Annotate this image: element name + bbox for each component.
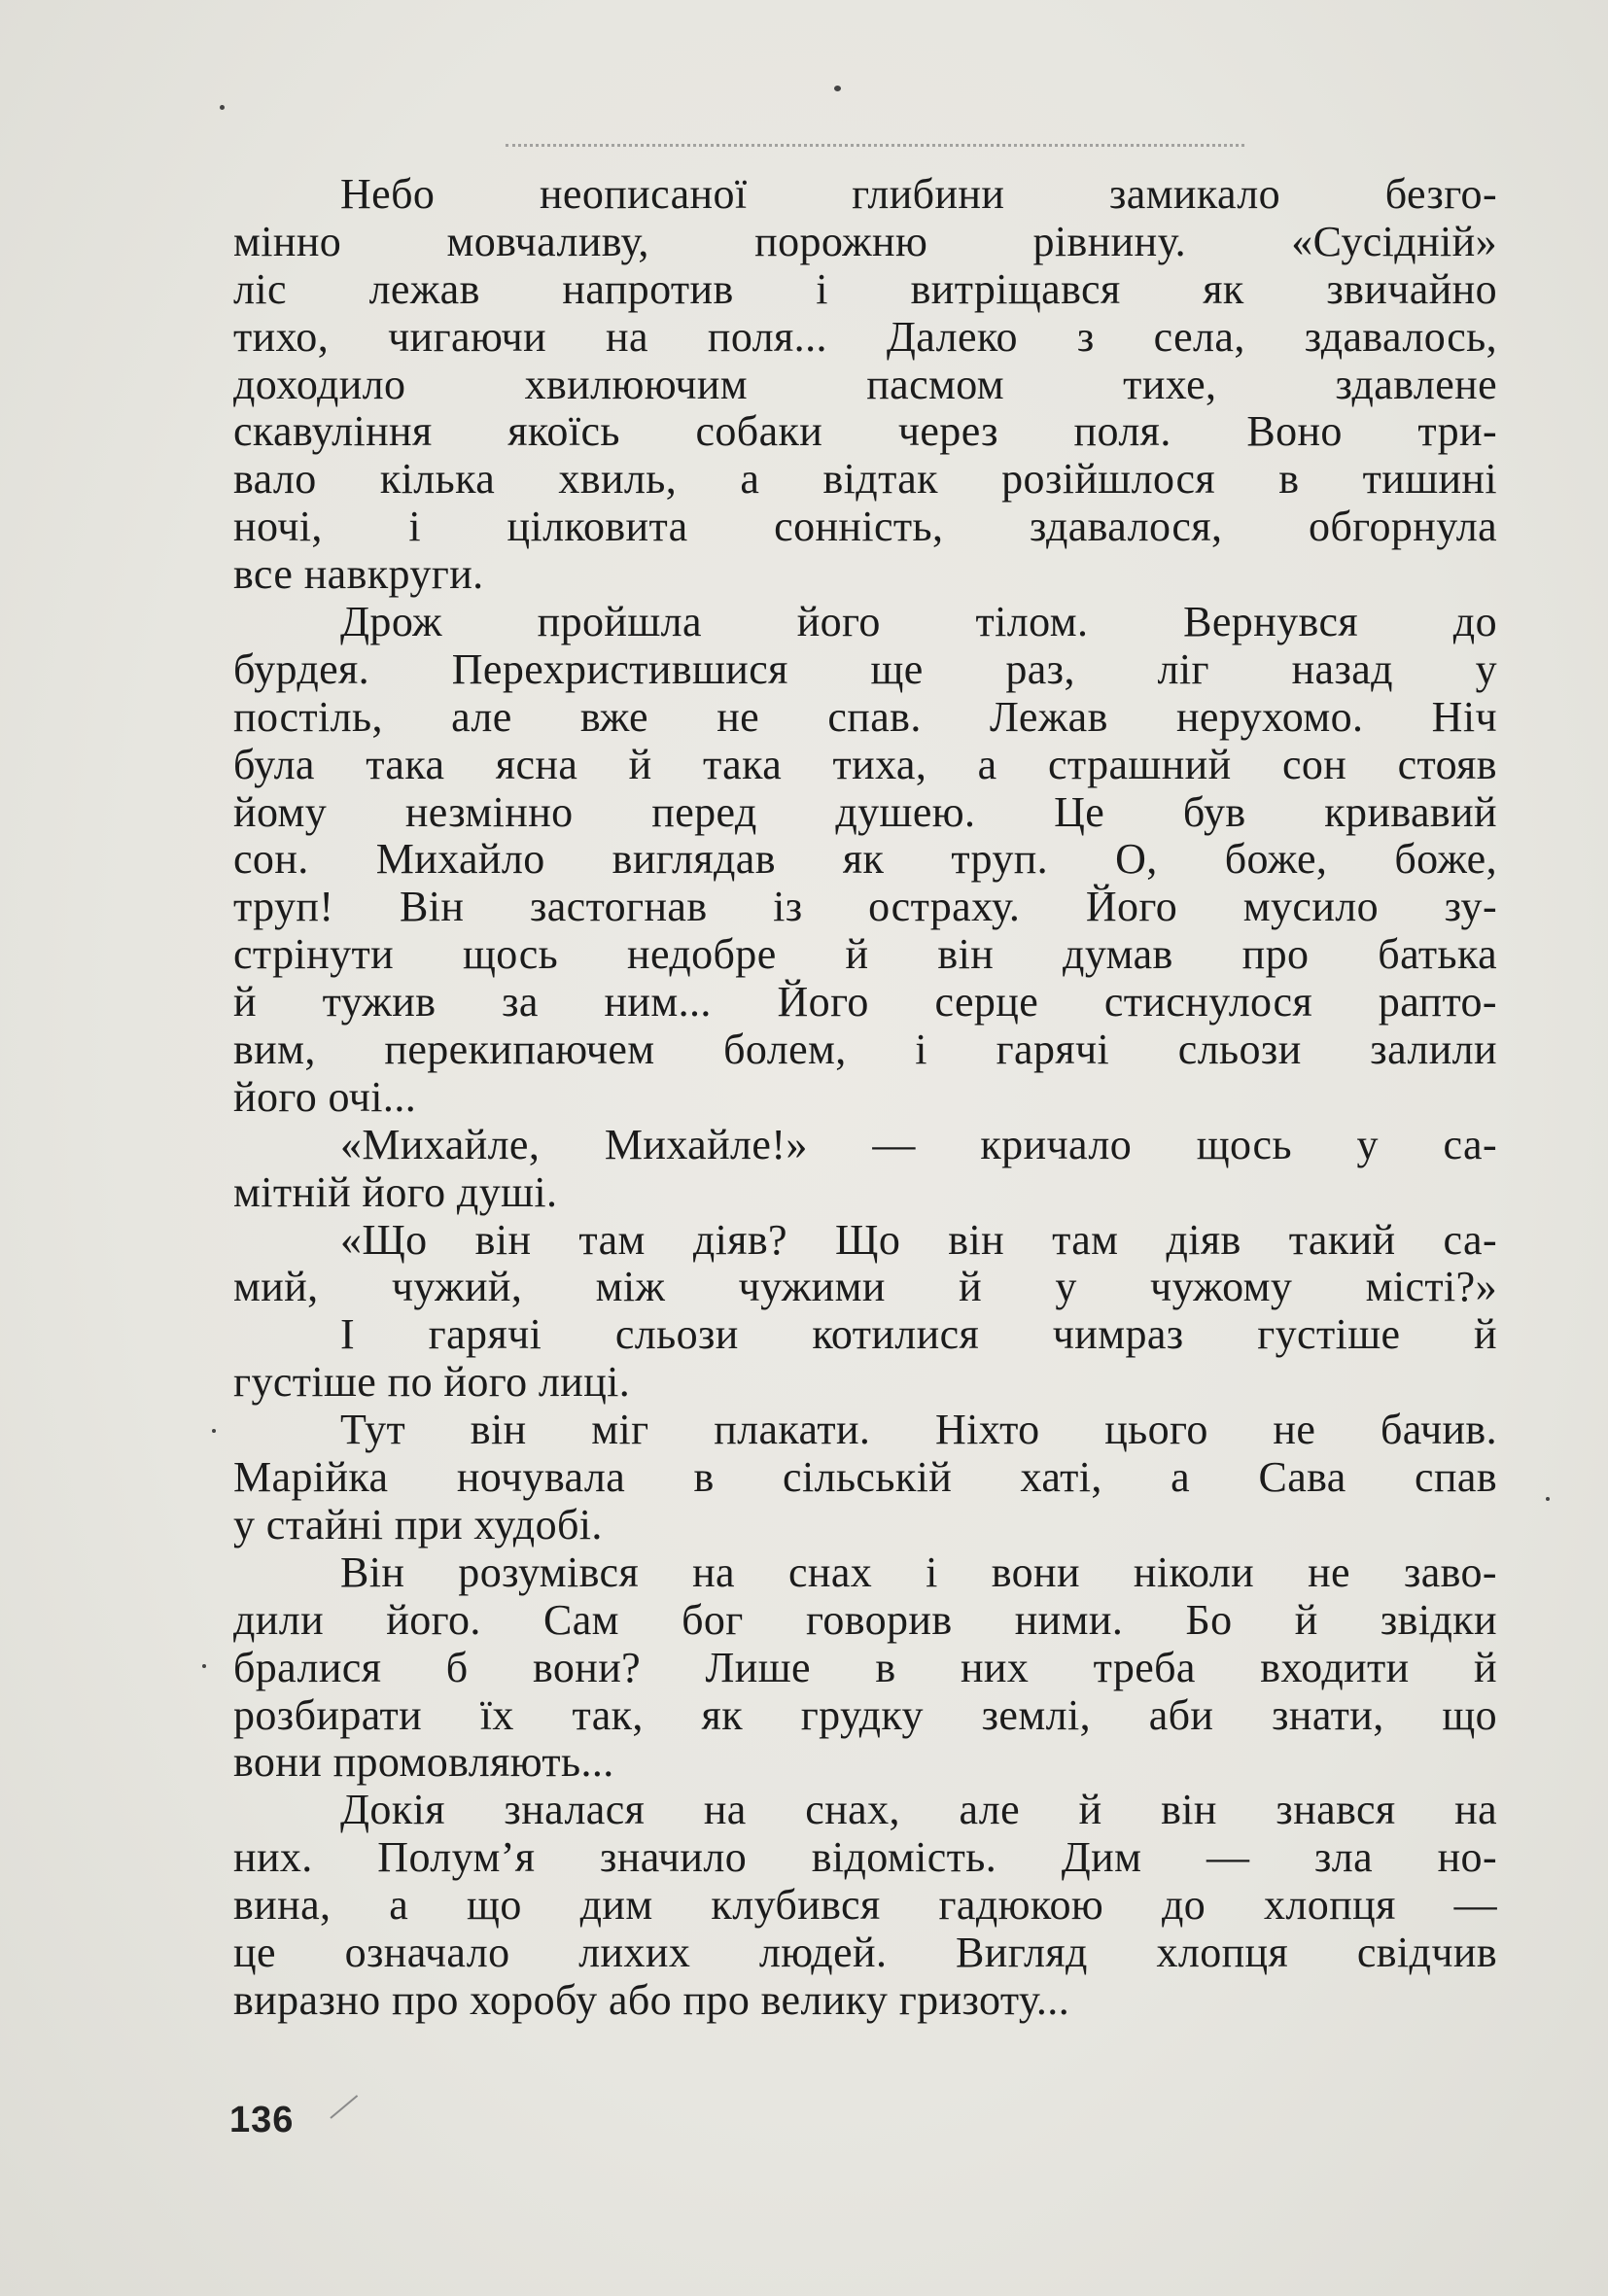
text-line: мий, чужий, між чужими й у чужому місті?»: [233, 1263, 1497, 1311]
text-line: вони промовляють...: [233, 1738, 614, 1787]
text-line: сон. Михайло виглядав як труп. О, боже, боже,: [233, 835, 1497, 884]
text-line: розбирати їх так, як грудку землі, аби знати, що: [233, 1690, 1497, 1739]
dust-speck: [834, 86, 841, 91]
text-line: Небо неописаної глибини замикало безго-: [340, 170, 1497, 218]
dust-speck: [212, 1429, 216, 1433]
text-line: скавуління якоїсь собаки через поля. Воно три-: [233, 407, 1497, 456]
text-line: тихо, чигаючи на поля... Далеко з села, здавалось,: [233, 312, 1497, 361]
text-line: Дрож пройшла його тілом. Вернувся до: [340, 598, 1497, 646]
text-line: труп! Він застогнав із остраху. Його мусило зу-: [233, 883, 1497, 931]
text-line: у стайні при худобі.: [233, 1500, 603, 1548]
text-line: Тут він міг плакати. Ніхто цього не бачив.: [340, 1406, 1497, 1454]
text-line: стрінути щось недобре й він думав про батька: [233, 930, 1497, 979]
text-line: них. Полум’я значило відомість. Дим — зла но-: [233, 1833, 1497, 1882]
text-line: мітній його душі.: [233, 1167, 558, 1216]
dust-speck: [220, 105, 225, 110]
text-line: доходило хвилюючим пасмом тихе, здавлене: [233, 360, 1497, 408]
print-artifact-dots: [506, 144, 1244, 151]
text-line: все навкруги.: [233, 550, 484, 599]
text-line: мінно мовчаливу, порожню рівнину. «Сусідній»: [233, 217, 1497, 265]
text-line: ліс лежав напротив і витріщався як звичайно: [233, 264, 1497, 313]
text-line: бурдея. Перехристившися ще раз, ліг назад у: [233, 644, 1497, 693]
text-line: дили його. Сам бог говорив ними. Бо й звідки: [233, 1595, 1497, 1644]
text-line: постіль, але вже не спав. Лежав нерухомо. Ніч: [233, 692, 1497, 741]
text-line: «Що він там діяв? Що він там діяв такий са-: [340, 1215, 1497, 1264]
page-number: 136: [229, 2100, 295, 2140]
text-line: ночі, і цілковита сонність, здавалося, обгорнула: [233, 503, 1497, 551]
text-line: його очі...: [233, 1072, 417, 1121]
text-line: І гарячі сльози котилися чимраз густіше й: [340, 1310, 1497, 1359]
text-line: бралися б вони? Лише в них треба входити й: [233, 1643, 1497, 1691]
text-line: Він розумівся на снах і вони ніколи не заво-: [340, 1548, 1497, 1596]
text-line: й тужив за ним... Його серце стиснулося рапто-: [233, 978, 1497, 1026]
text-line: була така ясна й така тиха, а страшний сон стояв: [233, 740, 1497, 788]
text-line: вим, перекипаючем болем, і гарячі сльози залили: [233, 1026, 1497, 1074]
body-text: [233, 171, 1497, 2025]
text-line: йому незмінно перед душею. Це був кривавий: [233, 787, 1497, 836]
text-line: вало кілька хвиль, а відтак розійшлося в тишині: [233, 455, 1497, 504]
text-line: Докія зналася на снах, але й він знався на: [340, 1786, 1497, 1834]
pen-mark: [330, 2095, 358, 2119]
text-line: виразно про хоробу або про велику гризоту...: [233, 1975, 1070, 2024]
text-line: «Михайле, Михайле!» — кричало щось у са-: [340, 1120, 1497, 1168]
text-line: густіше по його лиці.: [233, 1358, 631, 1407]
dust-speck: [202, 1664, 206, 1668]
dust-speck: [1546, 1497, 1550, 1501]
text-line: Марійка ночувала в сільській хаті, а Сава спав: [233, 1453, 1497, 1502]
text-line: вина, а що дим клубився гадюкою до хлопця —: [233, 1881, 1497, 1930]
text-line: це означало лихих людей. Вигляд хлопця свідчив: [233, 1928, 1497, 1976]
